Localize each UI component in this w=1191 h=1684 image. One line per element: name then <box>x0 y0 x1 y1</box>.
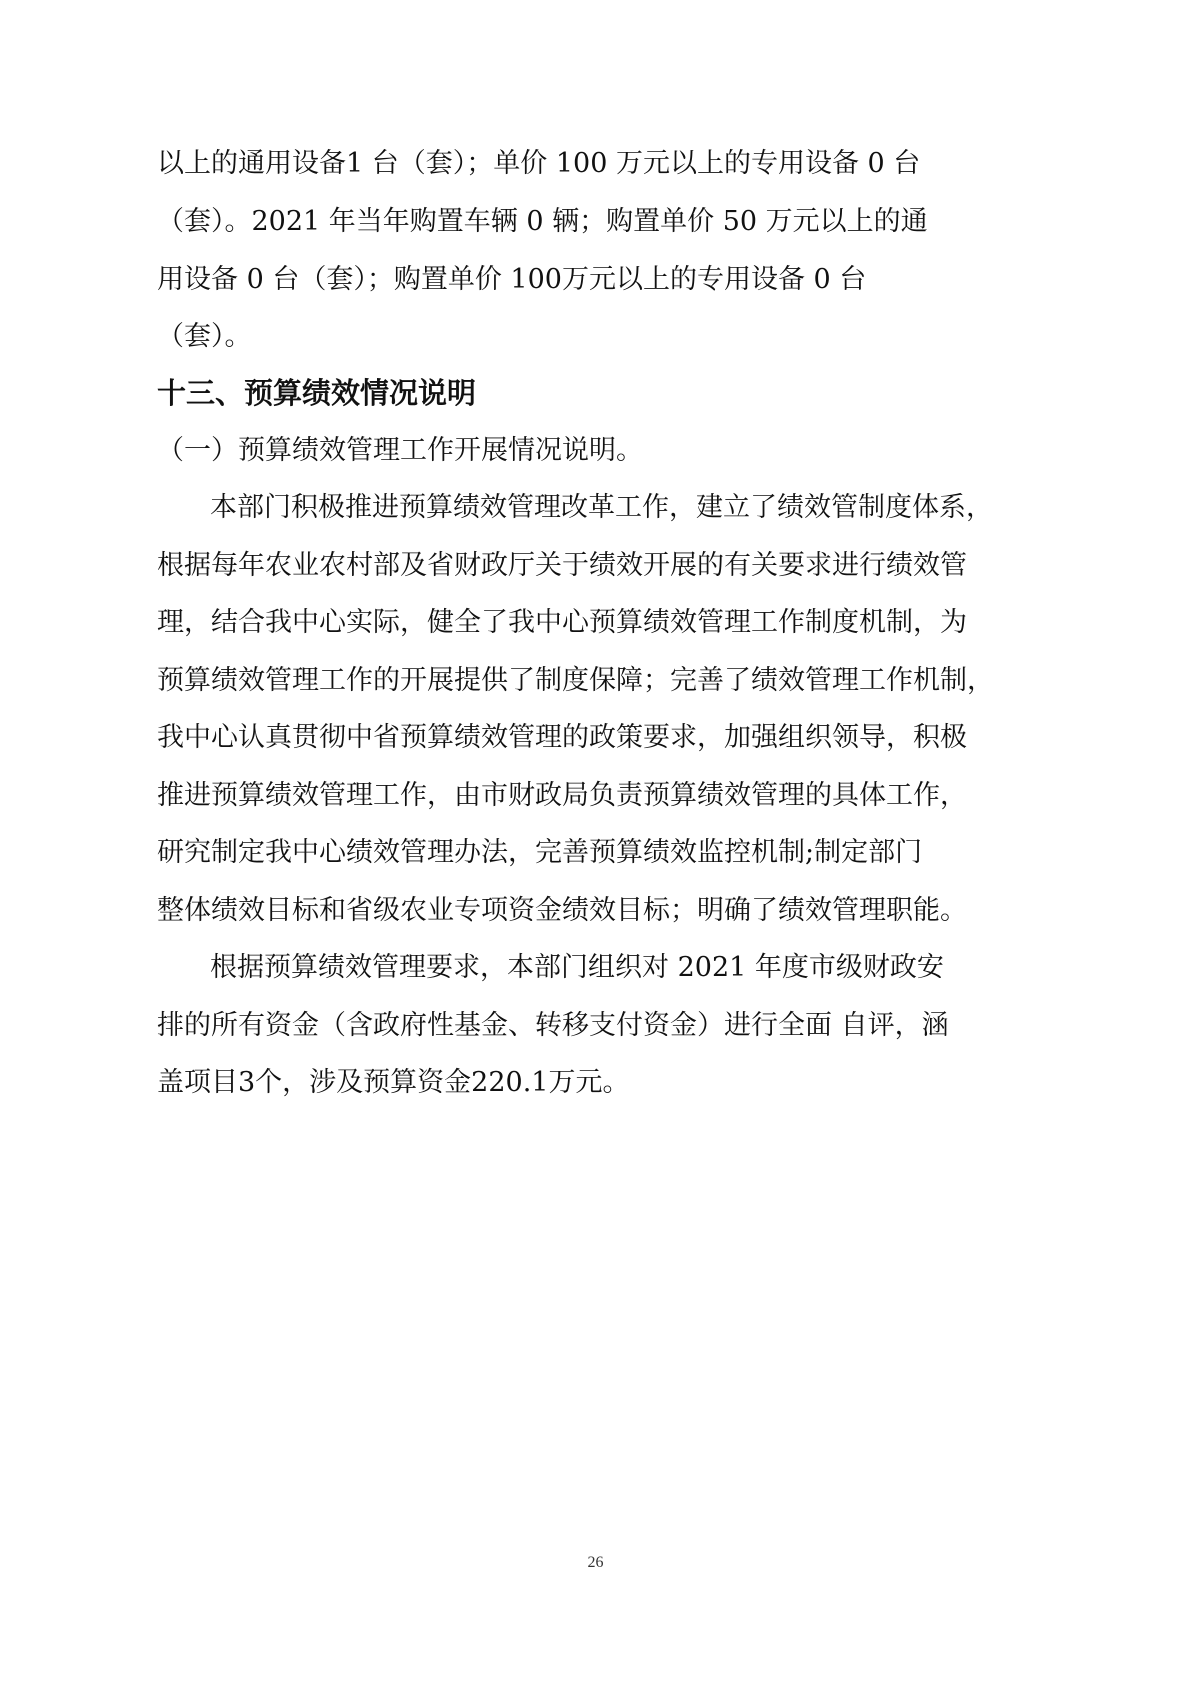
body-line: 推进预算绩效管理工作，由市财政局负责预算绩效管理的具体工作， <box>157 780 967 811</box>
body-line: 整体绩效目标和省级农业专项资金绩效目标；明确了绩效管理职能。 <box>157 895 967 926</box>
subsection-heading: （一）预算绩效管理工作开展情况说明。 <box>157 435 643 466</box>
body-line: 以上的通用设备1 台（套）；单价 100 万元以上的专用设备 0 台 <box>157 148 921 179</box>
body-line: 用设备 0 台（套）；购置单价 100万元以上的专用设备 0 台 <box>157 264 867 295</box>
section-heading: 十三、预算绩效情况说明 <box>157 376 477 410</box>
body-line: 根据预算绩效管理要求，本部门组织对 2021 年度市级财政安 <box>210 952 944 983</box>
body-line: （套）。2021 年当年购置车辆 0 辆；购置单价 50 万元以上的通 <box>157 206 928 237</box>
body-line: 本部门积极推进预算绩效管理改革工作，建立了绩效管制度体系， <box>210 492 993 523</box>
body-line: 根据每年农业农村部及省财政厅关于绩效开展的有关要求进行绩效管 <box>157 550 967 581</box>
body-line: 我中心认真贯彻中省预算绩效管理的政策要求，加强组织领导，积极 <box>157 722 967 753</box>
body-line: （套）。 <box>157 321 252 352</box>
body-line: 理，结合我中心实际，健全了我中心预算绩效管理工作制度机制，为 <box>157 607 967 638</box>
body-line: 盖项目3个，涉及预算资金220.1万元。 <box>157 1067 630 1098</box>
body-line: 预算绩效管理工作的开展提供了制度保障；完善了绩效管理工作机制， <box>157 665 994 696</box>
page-number: 26 <box>587 1554 604 1571</box>
body-line: 排的所有资金（含政府性基金、转移支付资金）进行全面 自评，涵 <box>157 1010 949 1041</box>
body-line: 研究制定我中心绩效管理办法，完善预算绩效监控机制;制定部门 <box>157 837 923 868</box>
